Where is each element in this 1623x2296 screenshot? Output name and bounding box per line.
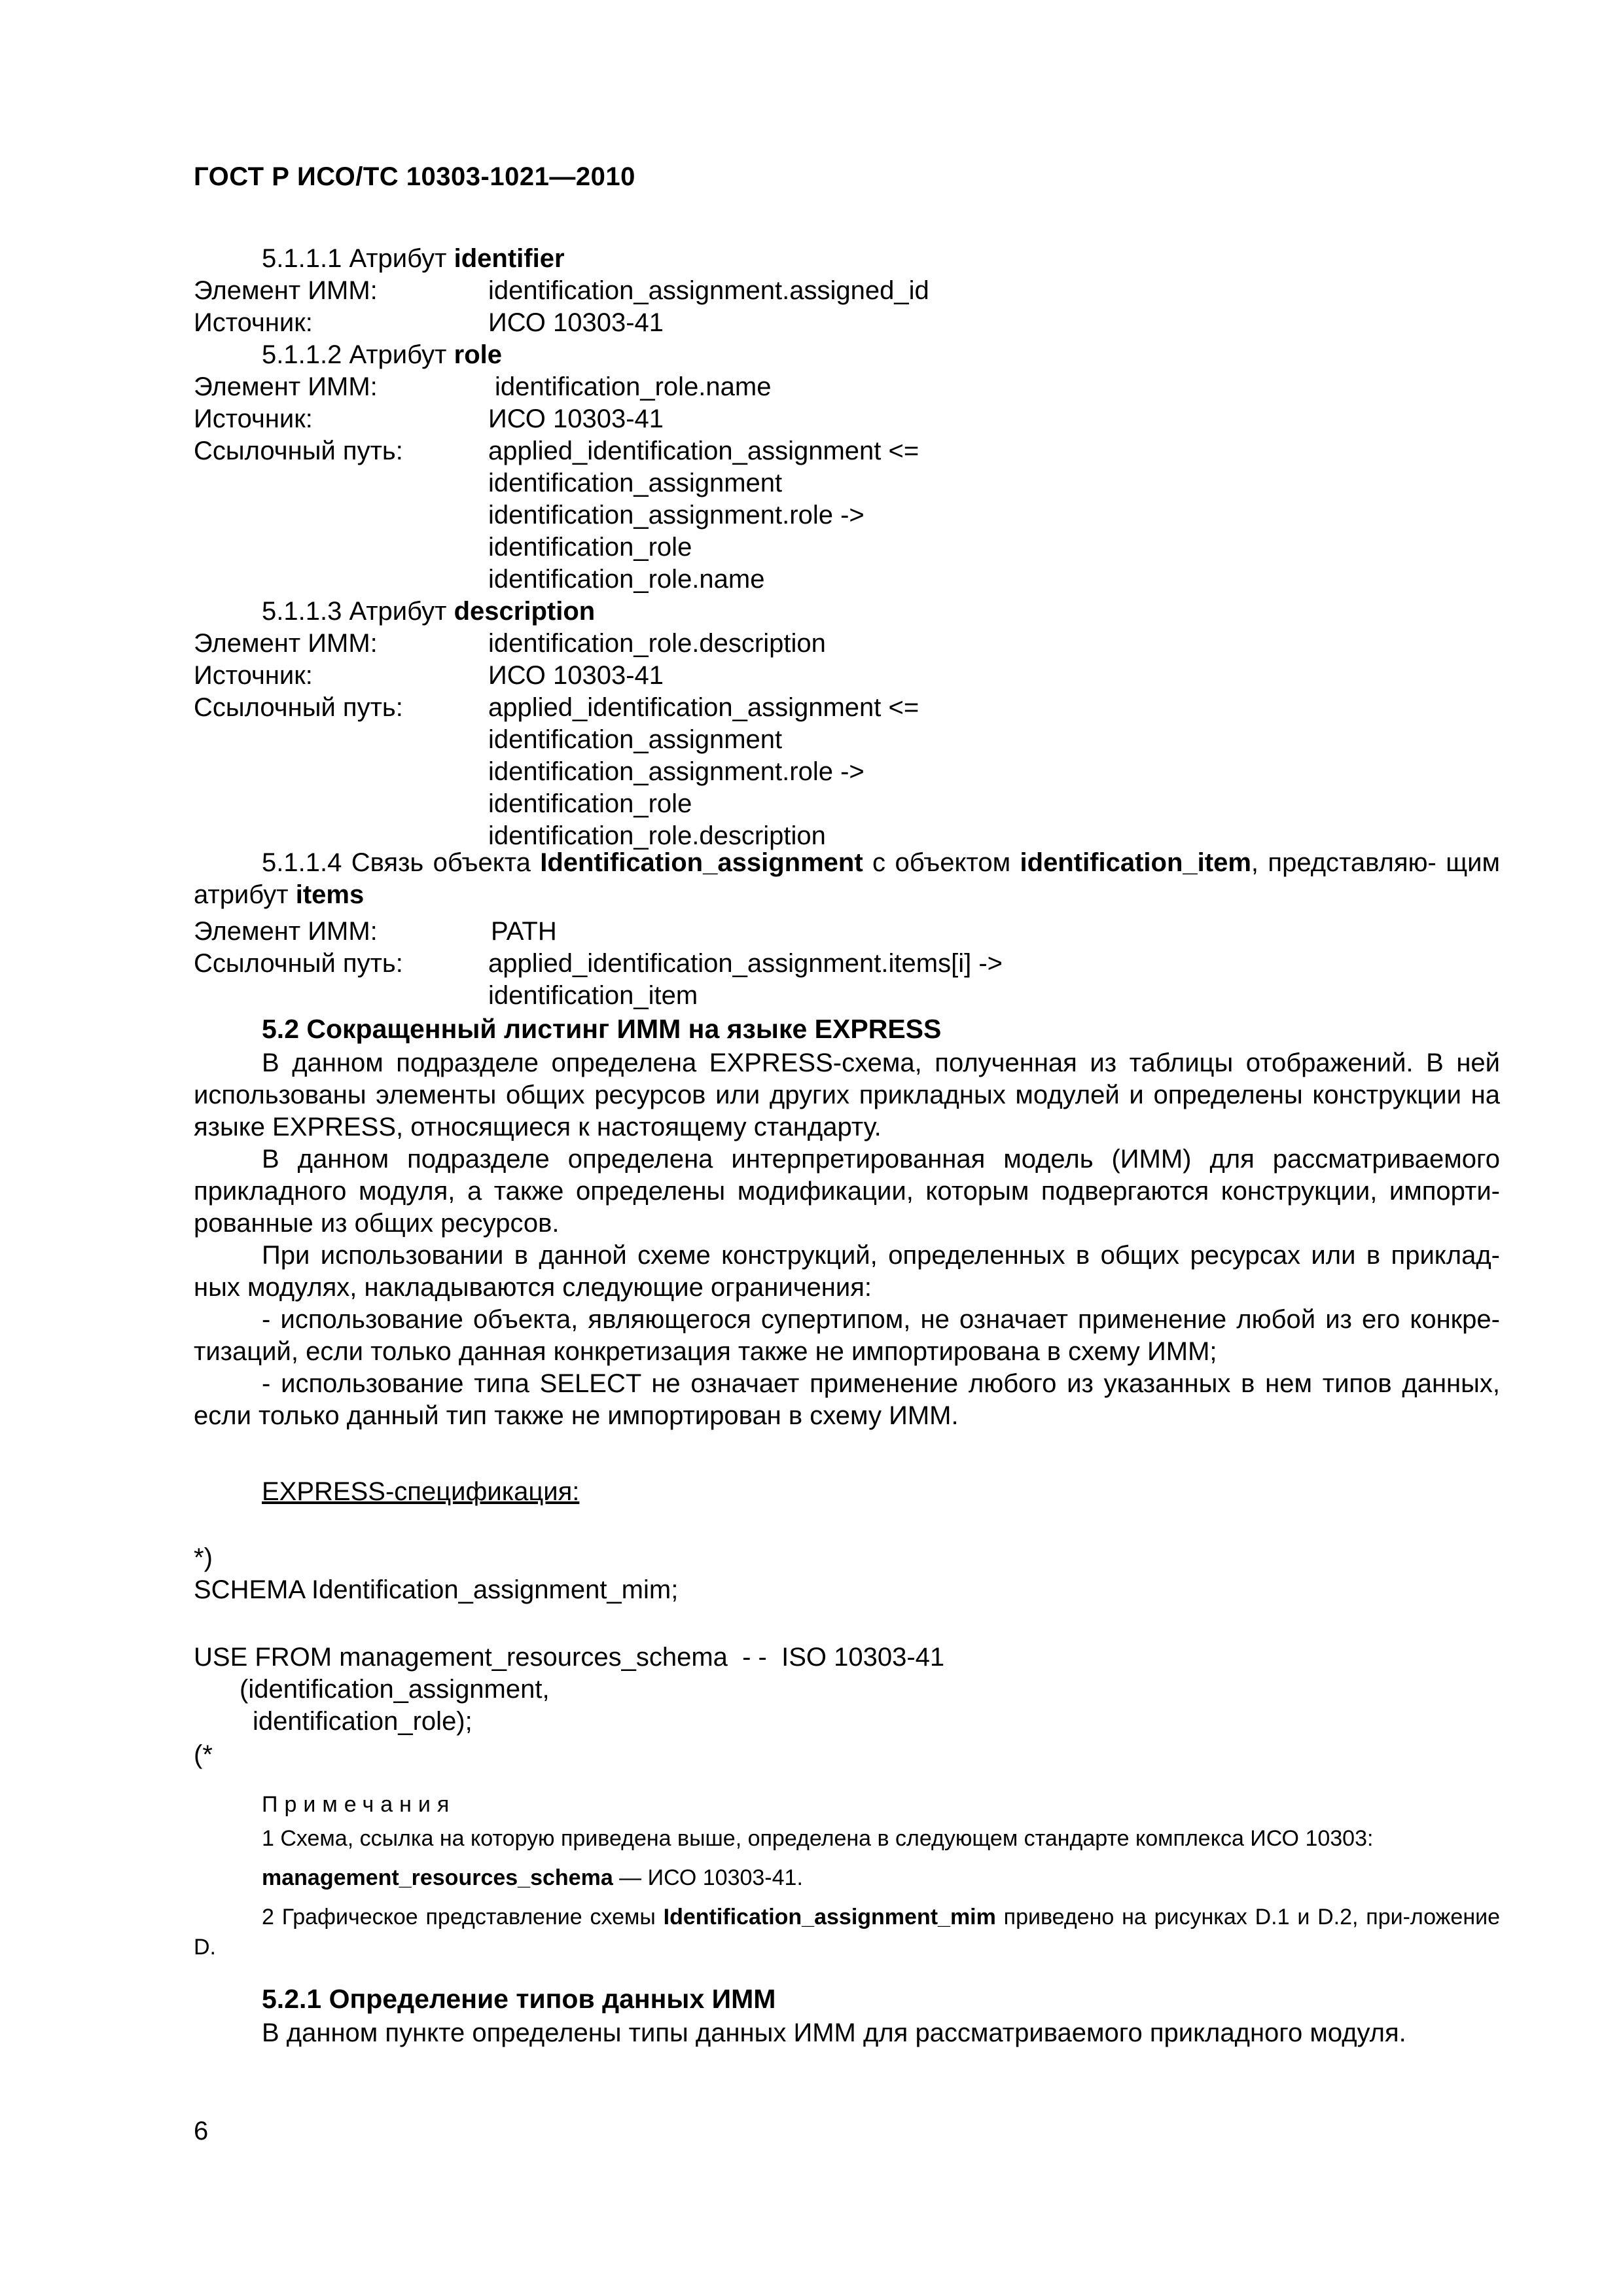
section-5-2-1-heading: 5.2.1 Определение типов данных ИММ xyxy=(262,1984,776,2014)
reference-path-line: identification_assignment.role -> xyxy=(488,757,865,786)
code-line: (* xyxy=(194,1740,213,1769)
source-value: ИСО 10303-41 xyxy=(488,661,664,690)
attr-identifier-title: 5.1.1.1 Атрибут identifier xyxy=(262,244,565,273)
code-line: SCHEMA Identification_assignment_mim; xyxy=(194,1575,679,1604)
attr-description-title: 5.1.1.3 Атрибут description xyxy=(262,597,596,626)
reference-path-line: identification_assignment xyxy=(488,725,783,754)
source-label: Источник: xyxy=(194,308,313,337)
reference-path-line: identification_assignment xyxy=(488,469,783,497)
paragraph: При использовании в данной схеме конструкций, определенных в общих ресурсах или в приклад-ных модулях, накладываются следующие ограничения: xyxy=(194,1241,1500,1302)
paragraph: - использование типа SELECT не означает применение любого из указанных в нем типов данных, если только данный тип также не импортирован в схему ИММ. xyxy=(194,1369,1500,1430)
reference-path-line: identification_role.description xyxy=(488,821,826,850)
source-value: ИСО 10303-41 xyxy=(488,404,664,433)
reference-path-line: applied_identification_assignment <= xyxy=(488,693,919,722)
code-line: identification_role); xyxy=(253,1707,473,1736)
paragraph: В данном подразделе определена интерпретированная модель (ИММ) для рассматриваемого прикладного модуля, а также определены модификации, которым подвергаются конструкции, импорти-рованные из общих ресурсов. xyxy=(194,1145,1500,1238)
imm-element-value: identification_assignment.assigned_id xyxy=(488,276,929,305)
imm-element-value: identification_role.name xyxy=(495,372,772,401)
code-line: *) xyxy=(194,1543,213,1572)
imm-element-label: Элемент ИММ: xyxy=(194,372,378,401)
section-5-2-heading: 5.2 Сокращенный листинг ИММ на языке EXPRESS xyxy=(262,1014,942,1044)
reference-path-line: identification_role xyxy=(488,789,692,818)
reference-path-line: identification_assignment.role -> xyxy=(488,501,865,529)
imm-element-value: PATH xyxy=(491,917,557,946)
page-number: 6 xyxy=(194,2117,209,2145)
paragraph: - использование объекта, являющегося супертипом, не означает применение любой из его конкре-тизаций, если только данная конкретизация также не импортирована в схему ИММ; xyxy=(194,1305,1500,1366)
code-line: USE FROM management_resources_schema - - ISO 10303-41 xyxy=(194,1643,945,1672)
note-1-schema: management_resources_schema — ИСО 10303-41. xyxy=(262,1865,803,1890)
express-spec-label: EXPRESS-спецификация: xyxy=(262,1477,580,1506)
reference-path-label: Ссылочный путь: xyxy=(194,437,403,465)
reference-path-line: applied_identification_assignment.items[i] -> xyxy=(488,949,1003,978)
note-2: 2 Графическое представление схемы Identification_assignment_mim приведено на рисунках D.1 и D.2, при-ложение D. xyxy=(194,1905,1501,1960)
notes-title: Примечания xyxy=(262,1792,456,1817)
source-label: Источник: xyxy=(194,404,313,433)
reference-path-line: applied_identification_assignment <= xyxy=(488,437,919,465)
source-value: ИСО 10303-41 xyxy=(488,308,664,337)
paragraph: В данном пункте определены типы данных ИММ для рассматриваемого прикладного модуля. xyxy=(262,2018,1406,2047)
source-label: Источник: xyxy=(194,661,313,690)
reference-path-label: Ссылочный путь: xyxy=(194,693,403,722)
imm-element-label: Элемент ИММ: xyxy=(194,917,378,946)
attr-items-title: 5.1.1.4 Связь объекта Identification_assignment с объектом identification_item, представляю- щим атрибут items xyxy=(194,848,1500,909)
reference-path-line: identification_role.name xyxy=(488,565,765,594)
document-header: ГОСТ Р ИСО/ТС 10303-1021—2010 xyxy=(194,162,635,191)
reference-path-line: identification_role xyxy=(488,533,692,562)
note-1: 1 Схема, ссылка на которую приведена выше, определена в следующем стандарте комплекса ИСО 10303: xyxy=(262,1826,1374,1851)
reference-path-label: Ссылочный путь: xyxy=(194,949,403,978)
reference-path-line: identification_item xyxy=(488,981,698,1010)
imm-element-value: identification_role.description xyxy=(488,629,826,658)
code-line: (identification_assignment, xyxy=(240,1675,550,1704)
imm-element-label: Элемент ИММ: xyxy=(194,276,378,305)
attr-role-title: 5.1.1.2 Атрибут role xyxy=(262,340,502,369)
paragraph: В данном подразделе определена EXPRESS-схема, полученная из таблицы отображений. В ней использованы элементы общих ресурсов или других прикладных модулей и определены конструкции на языке EXPRESS, относящиеся к настоящему стандарту. xyxy=(194,1049,1500,1141)
imm-element-label: Элемент ИММ: xyxy=(194,629,378,658)
